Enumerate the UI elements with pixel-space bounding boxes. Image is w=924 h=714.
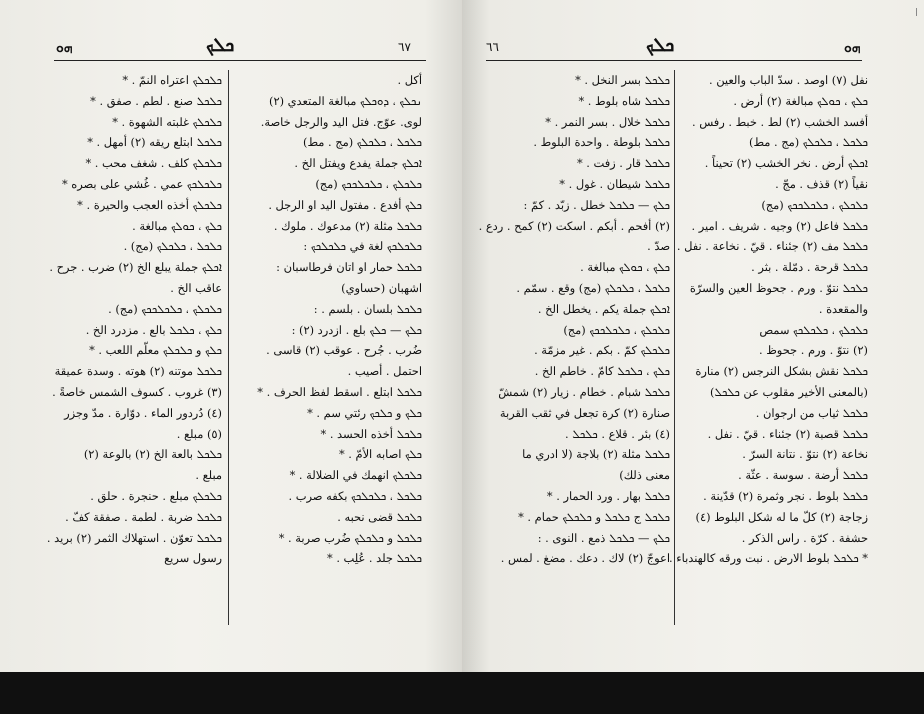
entry-line: ܟܠܟܠ بهار . ورد الحمار . * bbox=[546, 488, 670, 503]
entry-line: (٢) نتوّ . ورم . جحوظ . bbox=[759, 343, 868, 358]
entry-line: ܟܠܟܠ قضى نحبه . bbox=[337, 509, 422, 524]
entry-line: ܟܠܟܠ ، ܟܠܟܠܟ (مج . مط) bbox=[303, 135, 422, 150]
entry-line: ܟܠܟܠ ، ܟܠܟܠܟ (مج) وقع . سمّم . bbox=[516, 280, 670, 295]
entry-line: ܟܠܟܠ شيطان . غول . * bbox=[559, 176, 670, 191]
entry-line: ܟܠܟܠ مثلة (٢) مدعوك . ملوك . bbox=[273, 218, 422, 233]
right-page-header-rule bbox=[486, 60, 862, 61]
entry-line: ܟܠܟܠܟ أخذه العجب والحيرة . * bbox=[77, 197, 222, 212]
entry-line: ܟܠܟܠܟ ، ܟܠܟܠܟܟ سمص bbox=[759, 322, 868, 337]
entry-line: ܟܠܟܠܟ اعتراه النمّ . * bbox=[122, 73, 222, 87]
entry-line: ܟܠܟܠ شاه بلوط . * bbox=[578, 93, 670, 108]
entry-line: صدّ . bbox=[647, 239, 670, 254]
entry-line: ܟܠܟܠ ضربة . لطمة . صفقة كفّ . bbox=[65, 509, 222, 524]
entry-line: ܟܠܟ ، ܟܘܠܟ مبالغة . bbox=[132, 218, 222, 233]
right-page-number: ٦٦ bbox=[486, 40, 499, 54]
right-page-column-right bbox=[478, 70, 670, 569]
entry-line: ܟܠܟܠ حمار او اتان فرطاسبان : bbox=[276, 260, 422, 275]
entry-line: ܟܠܟܠ موتنه (٢) هوته . وسدة عميقة bbox=[54, 364, 222, 379]
entry-line: ܟܠܟܠ مف (٢) جئناء . قيّ . نخاعة . نفل . bbox=[676, 239, 868, 254]
right-page-header-syriac: ܗܘ bbox=[844, 40, 861, 56]
entry-line: ܟܠܟܠ ، ܟܠܟܠܟܟ بكفه صرب . bbox=[288, 488, 422, 503]
entry-line: ܟܠܟ و ܟܠܟܠܟ معلّم اللعب . * bbox=[89, 343, 222, 358]
right-page bbox=[462, 0, 924, 672]
left-page-header-word: ܟܠܟ bbox=[206, 34, 235, 56]
entry-line: ܟܠܟ ، ܟܠܟܠ بالع . مزدرد الخ . bbox=[85, 322, 222, 337]
entry-line: لوى. عوّج. فتل اليد والرجل خاصة. bbox=[260, 114, 422, 129]
entry-line: ܟܠܟܠ بلوطة . واحدة البلوط . bbox=[533, 135, 670, 150]
entry-line: احتمل . أصيب . bbox=[347, 364, 422, 379]
entry-line: ܟܠܟ ، ܟܘܠܟ مبالغة (٢) أرض . bbox=[733, 93, 868, 108]
entry-line: ܟܠܟܠ ، ܟܠܟܠܟ (مج) . bbox=[123, 239, 222, 254]
right-page-header-word: ܟܠܟ bbox=[646, 34, 675, 56]
entry-line: ܟܠܟܠ أخذه الحسد . * bbox=[320, 426, 422, 441]
entry-line: اشهبان (حساوي) bbox=[341, 280, 422, 295]
entry-line: * ܟܠܟܠ بلوط الارض . نبت ورقه كالهندباء . bbox=[669, 551, 868, 566]
right-page-column-divider bbox=[674, 70, 675, 625]
margin-mark bbox=[916, 8, 917, 16]
entry-line: (٣) غروب . كسوف الشمس خاصةً . bbox=[52, 384, 222, 399]
entry-line: ܟܠܟܠܟ انهمك في الضلالة . * bbox=[289, 468, 422, 483]
entry-line: ܟܠܟܠܟ كلف . شغف محب . * bbox=[85, 156, 222, 171]
entry-line: ܟܠܟܠ ابتلع . اسقط لفظ الحرف . * bbox=[257, 384, 422, 399]
entry-line: ܟܠܟܠ خلال . بسر النمر . * bbox=[545, 114, 670, 129]
entry-line: (٤) دُردور الماء . دوّارة . مدّ وجزر bbox=[64, 405, 222, 420]
entry-line: ܟܠܟܠ ج ܟܠܟܠ و ܟܠܟܠܟ حمام . * bbox=[518, 509, 670, 524]
entry-line: حشفة . كرّة . راس الذكر . bbox=[741, 530, 868, 545]
entry-line: ܟܠܟ ، ܟܘܠܟ مبالغة . bbox=[580, 260, 670, 275]
entry-line: أكل . bbox=[397, 73, 422, 87]
entry-line: ܟܠܟܠܟ مبلع . حنجرة . حلق . bbox=[90, 488, 222, 503]
entry-line: ܟܠܟܠ تعوّن . استهلاك الثمر (٢) بريد . bbox=[46, 530, 222, 545]
entry-line: ܐܟܠܟ جملة يكم . يخطل الخ . bbox=[537, 301, 670, 316]
entry-line: مبلع . bbox=[195, 468, 222, 483]
entry-line: ܟܠܟܠ نتوّ . ورم . جحوظ العين والسرّة bbox=[689, 280, 868, 295]
left-page-number: ٦٧ bbox=[398, 40, 411, 54]
left-page bbox=[0, 0, 462, 672]
entry-line: زجاجة (٢) كلّ ما له شكل البلوط (٤) bbox=[695, 509, 868, 524]
entry-line: ܟܠܟܠܟܟ عمي . غُشي على بصره * bbox=[61, 176, 222, 191]
left-page-column-divider bbox=[228, 70, 229, 625]
entry-line: ܟܠܟ اصابه الأمّ . * bbox=[338, 447, 422, 462]
entry-line: ܢܟܠܟ ، ܕܘܟܠܟ مبالغة المتعدي (٢) bbox=[269, 93, 422, 108]
entry-line: ܟܠܟܠܟ ، ܟܠܟܠܟܟܟ (مج) bbox=[761, 197, 868, 212]
entry-line: (٥) مبلع . bbox=[176, 426, 222, 441]
entry-line: ܟܠܟ أفدع . مفتول اليد او الرجل . bbox=[268, 197, 422, 212]
entry-line: ܐܟܠܟ جملة يفدع ويفتل الخ . bbox=[294, 156, 422, 171]
entry-line: أفسد الخشب (٢) لط . خبط . رفس . bbox=[692, 114, 868, 129]
entry-line: ضُرب . جُرح . عوقب (٢) قاسى . bbox=[266, 343, 422, 358]
entry-line: نخاعة (٢) نتوّ . نتانة السرّ . bbox=[742, 447, 868, 462]
left-page-column-left bbox=[46, 70, 222, 569]
entry-line: ܟܠܟܠܟܟ لغة في ܟܠܟܠܟܟ : bbox=[303, 239, 422, 254]
entry-line: اعوجّ (٢) لاك . دعك . مضغ . لمس . bbox=[500, 551, 670, 566]
entry-line: معنى ذلك) bbox=[619, 468, 670, 483]
left-page-header-rule bbox=[54, 60, 426, 61]
entry-line: ܟܠܟ — ܟܠܟܠ ذمع . النوى . : bbox=[537, 530, 670, 545]
entry-line: ܟܠܟܠ و ܟܠܟܠܟ ضُرب صربة . * bbox=[278, 530, 422, 545]
entry-line: ܟܠܟܠܟ ، ܟܠܟܠܟܟܟ (مج) bbox=[563, 322, 670, 337]
entry-line: والمقعدة . bbox=[818, 301, 868, 316]
entry-line: ܟܠܟܠ مثلة (٢) بلاجة (لا ادري ما bbox=[522, 447, 670, 462]
entry-line: ܟܠܟܠ صنع . لطم . صفق . * bbox=[90, 93, 222, 108]
entry-line: ܟܠܟܠ فاعل (٢) وجيه . شريف . امير . bbox=[691, 218, 868, 233]
entry-line: ܟܠܟܠ بسر النخل . * bbox=[575, 73, 670, 87]
entry-line: ܟܠܟܠܟ ، ܟܠܟܠܟܟܟ (مج) bbox=[315, 176, 422, 191]
entry-line: (٢) أفحم . أبكم . اسكت (٢) كمح . ردع . bbox=[478, 218, 670, 233]
entry-line: نفل (٧) اوصد . سدّ الباب والعين . bbox=[708, 73, 868, 87]
entry-line: ܟܠܟ — ܟܠܟܠ خطل . زبّد . كمّ : bbox=[523, 197, 670, 212]
entry-line: ܟܠܟܠ بلسان . بلسم . : bbox=[313, 301, 422, 316]
entry-line: ܟܠܟܠ بلوط . نجر وثمرة (٢) قدّينة . bbox=[703, 488, 868, 503]
scanner-bed-edge bbox=[0, 672, 924, 714]
entry-line: عاقب الخ . bbox=[170, 280, 222, 295]
entry-line: ܟܠܟܠ ثياب من ارجوان . bbox=[755, 405, 868, 420]
entry-line: ܟܠܟܠ نقش بشكل النرجس (٢) منارة bbox=[695, 364, 868, 379]
entry-line: ܟܠܟܠܟ غلبته الشهوة . * bbox=[112, 114, 222, 129]
entry-line: ܐܟܠܟ جملة يبلع الخ (٢) ضرب . جرح . bbox=[49, 260, 222, 275]
left-page-header-syriac: ܗܘ bbox=[56, 40, 73, 56]
left-page-column-right bbox=[232, 70, 422, 569]
entry-line: رسول سريع bbox=[164, 551, 222, 566]
entry-line: ܟܠܟܠ أرضة . سوسة . عثّة . bbox=[738, 468, 868, 483]
entry-line: ܟܠܟܠ قصبة (٢) جئناء . قيّ . نفل . bbox=[707, 426, 868, 441]
entry-line: صنارة (٢) كرة تجعل في ثقب القربة bbox=[499, 405, 670, 420]
entry-line: ܐܟܠܟ أرض . نخر الخشب (٢) تحيناً . bbox=[704, 156, 868, 171]
entry-line: ܟܠܟܠܟ ، ܟܠܟܠܟܟܟ (مج) . bbox=[108, 301, 222, 316]
entry-line: ܟܠܟ ، ܟܠܟܠ كامّ . خاطم الخ . bbox=[534, 364, 670, 379]
entry-line: ܟܠܟܠ جلد . عُلِب . * bbox=[327, 551, 422, 566]
entry-line: نقياً (٢) قذف . مجّ . bbox=[775, 176, 868, 191]
entry-line: ܟܠܟܠܟ كمّ . بكم . غير مزمّة . bbox=[534, 343, 670, 358]
entry-line: ܟܠܟܠ شبام . خطام . زيار (٢) شمشّ bbox=[498, 384, 670, 399]
entry-line: ܟܠܟܠ قار . زفت . * bbox=[576, 156, 670, 171]
entry-line: ܟܠܟܠ بالعة الخ (٢) بالوعة (٢) bbox=[83, 447, 222, 462]
entry-line: ܟܠܟ — ܟܠܟ بلع . ازدرد (٢) : bbox=[291, 322, 422, 337]
entry-line: ܟܠܟܠ ، ܟܠܟܠܟ (مج . مط) bbox=[749, 135, 868, 150]
entry-line: (٤) بئر . قلاع . ܟܠܟܠ . bbox=[565, 426, 670, 441]
right-page-column-left bbox=[669, 70, 868, 569]
entry-line: ܟܠܟܠ قرحة . دمّلة . بثر . bbox=[751, 260, 868, 275]
entry-line: ܟܠܟ و ܟܠܟܟ رئتي سم . * bbox=[307, 405, 422, 420]
entry-line: (بالمعنى الأخير مقلوب عن ܟܠܟܠ) bbox=[709, 384, 868, 399]
entry-line: ܟܠܟܠ ابتلع ريقه (٢) أمهل . * bbox=[87, 135, 222, 150]
